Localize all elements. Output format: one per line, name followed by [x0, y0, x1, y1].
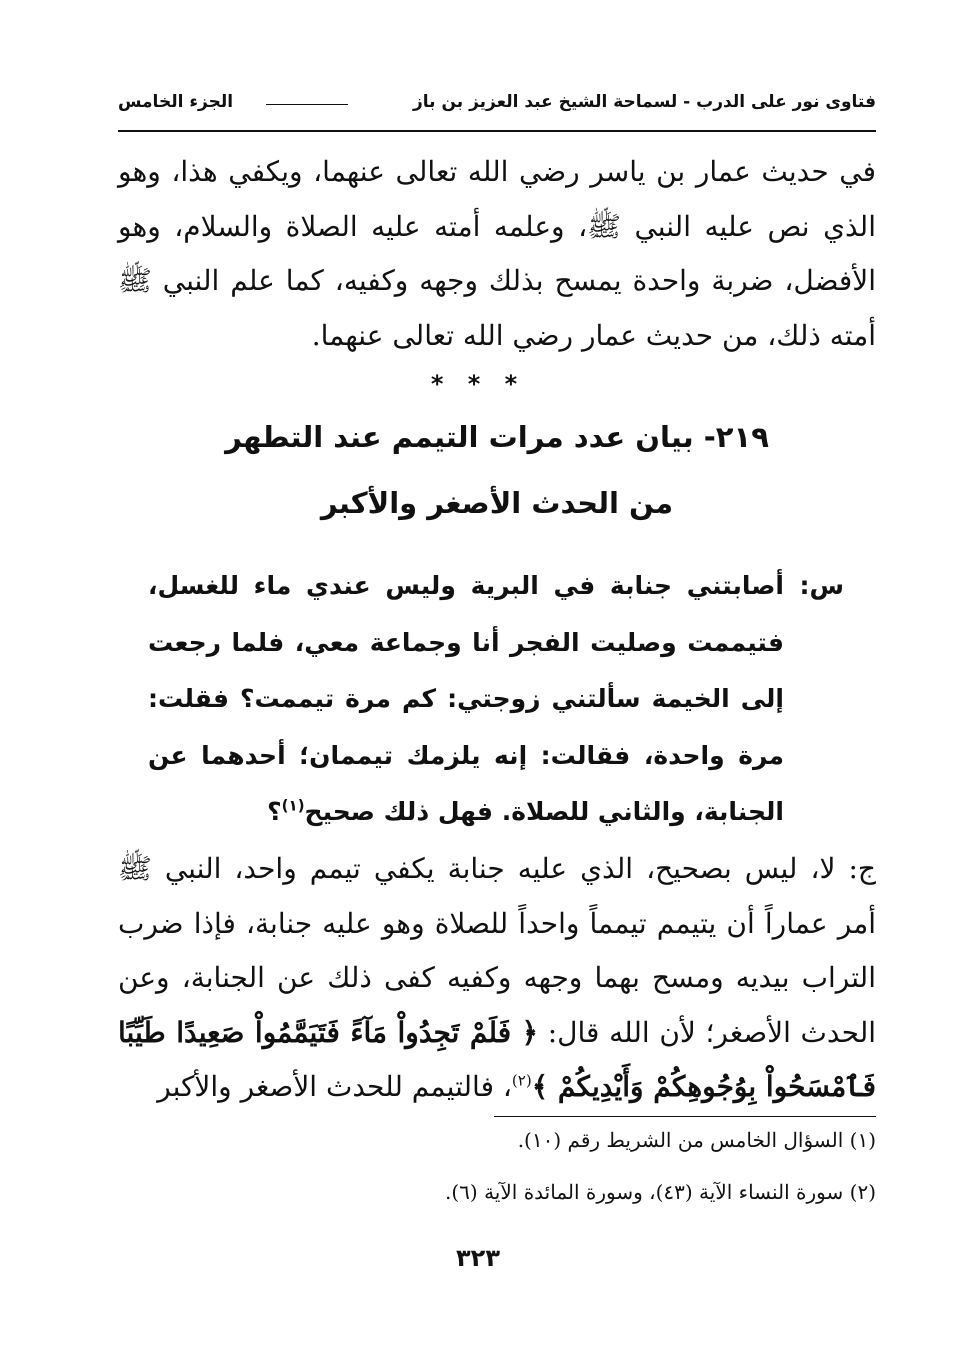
page-number: ٣٢٣ [456, 1244, 500, 1272]
running-header [118, 88, 876, 122]
answer-text-part1: ج: لا، ليس بصحيح، الذي عليه جنابة يكفي تيمم واحد، النبي ﷺ أمر عماراً أن يتيمم تيمماً واحداً للصلاة وهو عليه جنابة، فإذا ضرب التراب بيديه ومسح بهما وجهه وكفيه كفى ذلك عن الجنابة، وعن الحدث الأصغر؛ لأن الله قال: [118, 852, 876, 1049]
question-text: أصابتني جنابة في البرية وليس عندي ماء للغسل، فتيممت وصليت الفجر أنا وجماعة معي، فلما رجعت إلى الخيمة سألتني زوجتي: كم مرة تيممت؟ فقلت: مرة واحدة، فقالت: إنه يلزمك تيممان؛ أحدهما عن الجنابة، والثاني للصلاة. فهل ذلك صحيح [148, 571, 784, 826]
footnote-separator [494, 1116, 876, 1117]
footnote-ref-1: (١) [281, 796, 305, 815]
footnote-1: (١) السؤال الخامس من الشريط رقم (١٠). [517, 1128, 876, 1152]
header-underline [118, 130, 876, 132]
quran-verse: ﴿ فَلَمْ تَجِدُواْ مَآءً فَتَيَمَّمُواْ صَعِيدًا طَيِّبًا فَٱمْسَحُواْ بِوُجُوهِكُمْ وَأَيْدِيكُمْ ﴾ [118, 1015, 876, 1103]
answer-text-part2: ، فالتيمم للحدث الأصغر والأكبر [157, 1070, 512, 1103]
section-title-line1: ٢١٩- بيان عدد مرات التيمم عند التطهر [225, 420, 769, 454]
footnote-2: (٢) سورة النساء الآية (٤٣)، وسورة المائدة الآية (٦). [445, 1180, 876, 1204]
volume-part: الجزء الخامس [118, 92, 234, 112]
question-label: س: [799, 571, 844, 600]
header-dash-rule [266, 104, 348, 105]
answer-paragraph [118, 842, 876, 1115]
question-mark: ؟ [267, 797, 282, 826]
footnote-ref-2: (٢) [511, 1071, 532, 1090]
question-text-block [148, 558, 784, 841]
intro-paragraph: في حديث عمار بن ياسر رضي الله تعالى عنهما، ويكفي هذا، وهو الذي نص عليه النبي ﷺ، وعلمه أمته عليه الصلاة والسلام، وهو الأفضل، ضربة واحدة يمسح بذلك وجهه وكفيه، كما علم النبي ﷺ أمته ذلك، من حديث عمار رضي الله تعالى عنهما. [118, 155, 876, 352]
question-block [118, 558, 876, 838]
section-title-line2: من الحدث الأصغر والأكبر [320, 486, 674, 520]
book-title: فتاوى نور على الدرب - لسماحة الشيخ عبد العزيز بن باز [413, 92, 876, 112]
section-separator: * * * [430, 370, 526, 398]
